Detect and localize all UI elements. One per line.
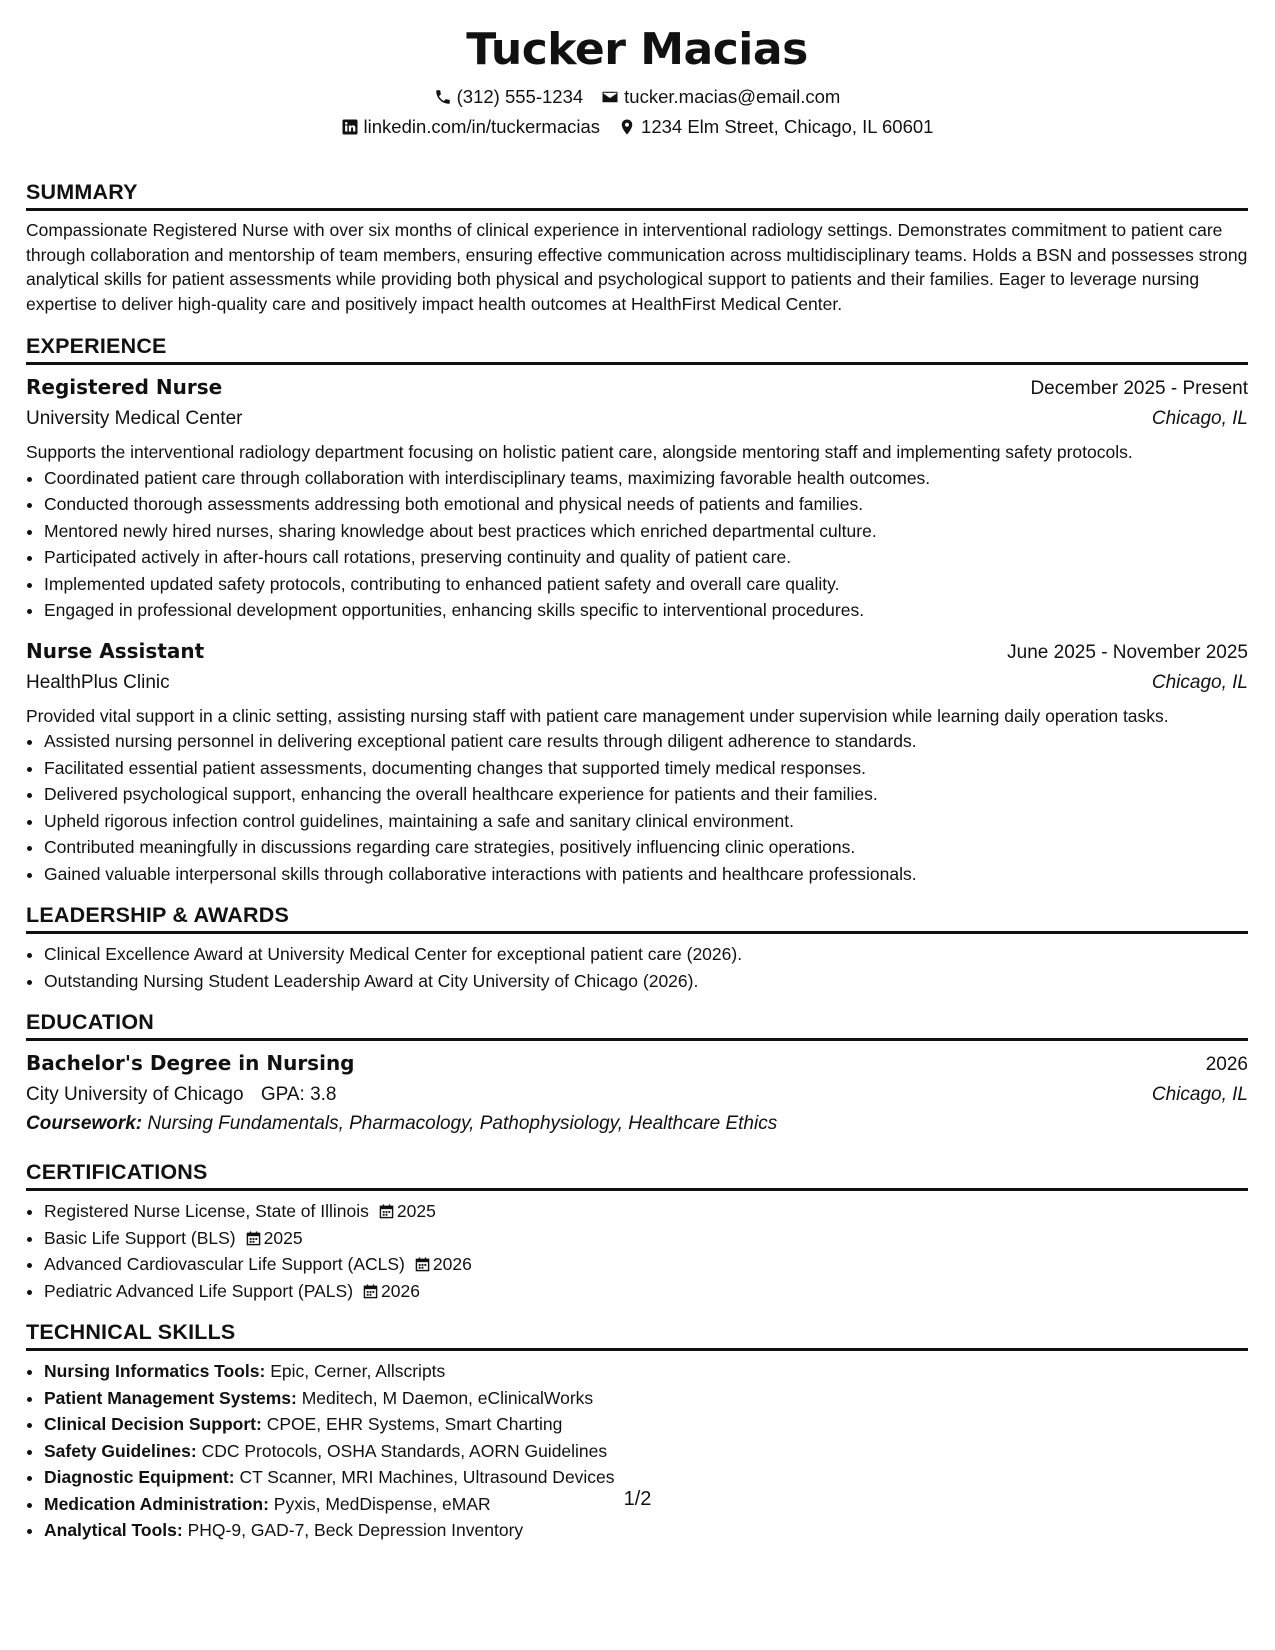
- degree-title: Bachelor's Degree in Nursing: [26, 1051, 355, 1075]
- section-divider: [26, 208, 1248, 211]
- education-section: [26, 1008, 1248, 1138]
- job-location: Chicago, IL: [1151, 671, 1248, 693]
- list-item: [44, 1385, 1248, 1412]
- page-number: 1/2: [623, 1488, 652, 1510]
- job-bullets: [26, 728, 1248, 887]
- gpa: GPA: 3.8: [260, 1084, 337, 1105]
- list-item: • Coordinated patient care through collaboration with interdisciplinary teams, maximizing favorable health outcomes.: [44, 465, 1248, 492]
- phone-icon: [434, 88, 452, 106]
- cert-name: Registered Nurse License, State of Illinois: [44, 1201, 369, 1221]
- coursework: [26, 1110, 1248, 1138]
- candidate-name: Tucker Macias: [466, 24, 808, 75]
- section-title: EDUCATION: [26, 1010, 155, 1034]
- contact-row-secondary: [26, 114, 1248, 140]
- list-item: • Facilitated essential patient assessments, documenting changes that supported timely medical responses.: [44, 755, 1248, 782]
- contact-row-primary: [26, 84, 1248, 110]
- skill-label: Diagnostic Equipment:: [44, 1467, 235, 1487]
- job-date: June 2025 - November 2025: [1007, 641, 1248, 663]
- leadership-section: [26, 901, 1248, 994]
- skill-label: Clinical Decision Support:: [44, 1414, 262, 1434]
- list-item: • Upheld rigorous infection control guidelines, maintaining a safe and sanitary clinical environment.: [44, 808, 1248, 835]
- cert-year: 2025: [263, 1227, 303, 1248]
- calendar-icon: [379, 1204, 394, 1219]
- list-item: [44, 1411, 1248, 1438]
- list-item: • Implemented updated safety protocols, contributing to enhanced patient safety and overall care quality.: [44, 571, 1248, 598]
- list-item: • Contributed meaningfully in discussions regarding care strategies, positively influencing clinic operations.: [44, 834, 1248, 861]
- job-org: HealthPlus Clinic: [26, 671, 170, 693]
- job-entry: [26, 372, 1248, 624]
- contact-address: [618, 114, 933, 140]
- list-item: • Clinical Excellence Award at University Medical Center for exceptional patient care (2026).: [44, 941, 1248, 968]
- list-item: [44, 1464, 1248, 1491]
- awards-list: [26, 941, 1248, 994]
- skill-value: CT Scanner, MRI Machines, Ultrasound Devices: [239, 1467, 615, 1487]
- skill-value: Epic, Cerner, Allscripts: [270, 1361, 446, 1381]
- section-title: LEADERSHIP & AWARDS: [26, 903, 290, 927]
- cert-name: Advanced Cardiovascular Life Support (ACLS): [44, 1254, 405, 1274]
- cert-year: 2026: [432, 1254, 472, 1274]
- phone-text: (312) 555-1234: [456, 86, 584, 107]
- graduation-year: 2026: [1205, 1054, 1248, 1075]
- job-description: Provided vital support in a clinic setting, assisting nursing staff with patient care management under supervision while learning daily operation tasks.: [26, 705, 1169, 726]
- section-divider: [26, 1188, 1248, 1191]
- skill-value: Meditech, M Daemon, eClinicalWorks: [301, 1387, 594, 1408]
- section-title: SUMMARY: [26, 180, 138, 204]
- job-bullets: [26, 465, 1248, 624]
- job-title: Registered Nurse: [26, 375, 223, 399]
- skill-label: Nursing Informatics Tools:: [44, 1361, 266, 1381]
- list-item: [44, 1225, 1248, 1252]
- coursework-label: Coursework:: [26, 1113, 143, 1134]
- calendar-icon: [246, 1231, 261, 1246]
- calendar-icon: [415, 1257, 430, 1272]
- address-text: 1234 Elm Street, Chicago, IL 60601: [641, 116, 934, 137]
- section-title: EXPERIENCE: [26, 334, 167, 358]
- cert-name: Pediatric Advanced Life Support (PALS): [44, 1280, 354, 1301]
- list-item: • Gained valuable interpersonal skills through collaborative interactions with patients and healthcare professionals.: [44, 861, 1248, 888]
- section-divider: [26, 931, 1248, 934]
- linkedin-text: linkedin.com/in/tuckermacias: [363, 116, 601, 137]
- cert-year: 2026: [381, 1280, 420, 1301]
- section-divider: [26, 1348, 1248, 1351]
- experience-section: [26, 332, 1248, 887]
- job-entry: [26, 636, 1248, 888]
- summary-section: [26, 178, 1248, 316]
- school-location: Chicago, IL: [1151, 1084, 1248, 1105]
- coursework-list: Nursing Fundamentals, Pharmacology, Pathophysiology, Healthcare Ethics: [147, 1113, 778, 1134]
- job-title: Nurse Assistant: [26, 638, 205, 663]
- envelope-icon: [601, 88, 619, 106]
- cert-name: Basic Life Support (BLS): [44, 1227, 236, 1248]
- job-description: Supports the interventional radiology department focusing on holistic patient care, alongside mentoring staff and implementing safety protocols.: [26, 442, 1133, 462]
- skill-label: Safety Guidelines:: [44, 1440, 197, 1461]
- list-item: [44, 1517, 1248, 1544]
- summary-text: Compassionate Registered Nurse with over six months of clinical experience in interventional radiology settings. Demonstrates commitment to patient care through collaboration and mentorship of team members, ensuring effective communication across multidisciplinary teams. Holds a BSN and possesses strong analytical skills for patient assessments while providing both physical and psychological support to patients and their families. Eager to leverage nursing expertise to deliver high-quality care and positively impact health outcomes at HealthFirst Medical Center.: [26, 220, 1248, 314]
- list-item: [44, 1278, 1248, 1305]
- skill-value: CDC Protocols, OSHA Standards, AORN Guidelines: [201, 1440, 608, 1461]
- skill-value: Pyxis, MedDispense, eMAR: [273, 1493, 491, 1514]
- section-title: CERTIFICATIONS: [26, 1160, 208, 1184]
- certifications-list: [26, 1198, 1248, 1304]
- skill-label: Medication Administration:: [44, 1493, 269, 1514]
- list-item: • Mentored newly hired nurses, sharing knowledge about best practices which enriched departmental culture.: [44, 518, 1248, 545]
- job-date: December 2025 - Present: [1030, 378, 1248, 399]
- calendar-icon: [363, 1284, 378, 1299]
- email-text: tucker.macias@email.com: [624, 86, 841, 107]
- skill-value: CPOE, EHR Systems, Smart Charting: [266, 1414, 563, 1434]
- contact-email[interactable]: [601, 84, 840, 110]
- list-item: • Delivered psychological support, enhancing the overall healthcare experience for patients and their families.: [44, 781, 1248, 808]
- list-item: • Conducted thorough assessments addressing both emotional and physical needs of patients and families.: [44, 491, 1248, 518]
- list-item: • Assisted nursing personnel in delivering exceptional patient care results through diligent adherence to standards.: [44, 728, 1248, 755]
- skills-list: [26, 1358, 1248, 1544]
- skill-label: Patient Management Systems:: [44, 1387, 297, 1408]
- certifications-section: [26, 1158, 1248, 1304]
- resume-page: [26, 0, 1248, 1544]
- section-title: TECHNICAL SKILLS: [26, 1320, 236, 1344]
- cert-year: 2025: [396, 1201, 436, 1221]
- skill-value: PHQ-9, GAD-7, Beck Depression Inventory: [187, 1520, 524, 1540]
- list-item: • Participated actively in after-hours call rotations, preserving continuity and quality of patient care.: [44, 544, 1248, 571]
- job-org: University Medical Center: [26, 408, 243, 429]
- contact-phone: [434, 84, 584, 110]
- map-pin-icon: [618, 118, 636, 136]
- list-item: [44, 1438, 1248, 1465]
- list-item: [44, 1198, 1248, 1225]
- section-divider: [26, 362, 1248, 365]
- section-divider: [26, 1038, 1248, 1041]
- school-name: City University of Chicago: [26, 1084, 244, 1105]
- contact-linkedin[interactable]: [341, 114, 600, 140]
- job-location: Chicago, IL: [1151, 408, 1248, 429]
- list-item: • Engaged in professional development opportunities, enhancing skills specific to interventional procedures.: [44, 597, 1248, 624]
- list-item: [44, 1251, 1248, 1278]
- skill-label: Analytical Tools:: [44, 1520, 183, 1540]
- list-item: [44, 1358, 1248, 1385]
- list-item: • Outstanding Nursing Student Leadership Award at City University of Chicago (2026).: [44, 968, 1248, 995]
- linkedin-icon: [341, 118, 359, 136]
